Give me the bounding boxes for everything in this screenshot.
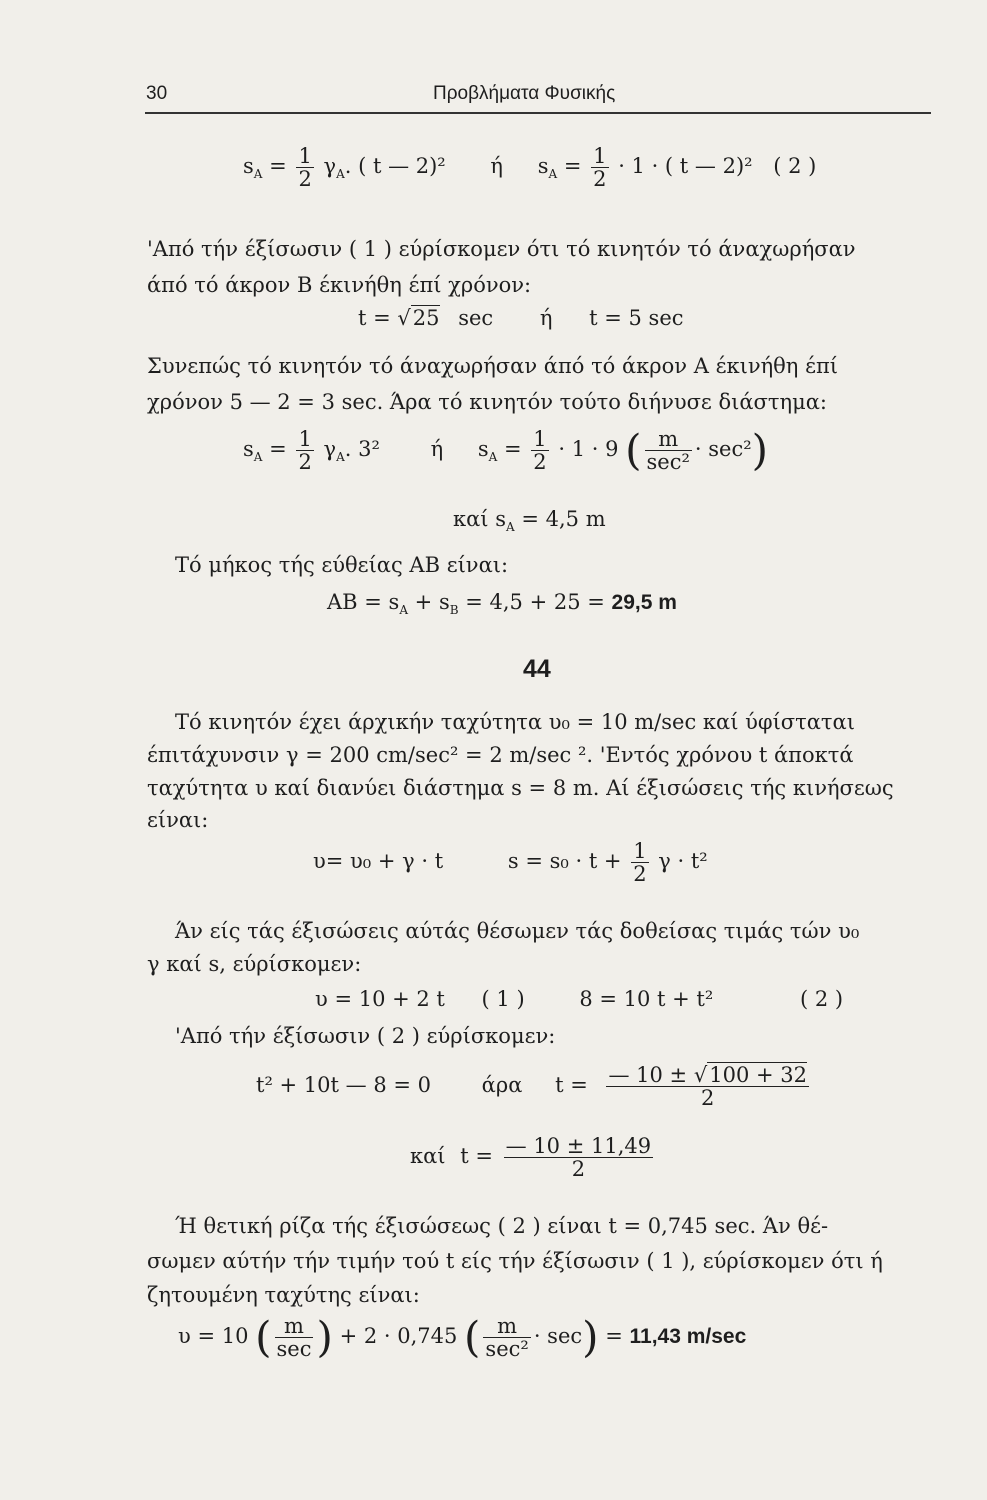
- eq-subscript: A: [488, 450, 498, 465]
- paragraph-1-line-2: άπό τό άκρον Β έκινήθη έπί χρόνον:: [147, 273, 532, 297]
- eq-subscript: A: [253, 167, 263, 182]
- eq-result: 11,43 m/sec: [629, 1325, 747, 1348]
- equation-motion: [313, 840, 708, 885]
- eq-left: υ = 10 + 2 t: [315, 987, 445, 1011]
- eq-symbol: s: [243, 437, 254, 461]
- result-fraction: [504, 1135, 653, 1180]
- frac-num: m: [497, 1314, 518, 1338]
- fraction-half: [531, 428, 548, 473]
- paren-close: ): [751, 425, 769, 475]
- unit-fraction: [483, 1315, 530, 1360]
- eq-right: s = s₀ · t +: [507, 849, 622, 873]
- eq-or: ή: [539, 306, 553, 330]
- eq-left: t² + 10t — 8 = 0: [256, 1073, 431, 1097]
- eq-text: ΑΒ = s: [327, 590, 400, 614]
- frac-den: 2: [633, 862, 647, 886]
- eq-unit: sec: [458, 306, 494, 330]
- fraction-half: [631, 840, 648, 885]
- paren-close: ): [582, 1312, 599, 1362]
- eq-subscript: A: [336, 167, 345, 182]
- paragraph-4-line-1: Τό κινητόν έχει άρχικήν ταχύτητα υ₀ = 10 m/sec καί ύφίσταται: [175, 710, 855, 734]
- paragraph-5-line-2: γ καί s, εύρίσκομεν:: [147, 952, 362, 976]
- fraction-half: [296, 428, 313, 473]
- quadratic-fraction: [606, 1064, 809, 1109]
- equation-sA: $s_A$ = $\frac{1}{2}$ $\gamma_A$. 3² ή $s_A$ = $\frac{1}{2}$ · 1 · 9 ( $\frac{m}{\text{sec²}}$ · sec²): [243, 425, 769, 475]
- equation-quadratic: [256, 1064, 812, 1109]
- eq-text: · sec: [533, 1324, 583, 1348]
- eq-subscript: A: [253, 450, 263, 465]
- frac-num: 1: [298, 427, 312, 451]
- fraction-half: [296, 145, 313, 190]
- equation-sqrt: [358, 306, 684, 330]
- paragraph-3: Τό μήκος τής εύθείας ΑΒ είναι:: [175, 553, 509, 577]
- eq-symbol: s: [477, 437, 489, 461]
- eq-text: καί s: [453, 507, 506, 531]
- paragraph-4-line-2: έπιτάχυνσιν γ = 200 cm/sec² = 2 m/sec ². 'Εντός χρόνου t άποκτά: [147, 743, 854, 767]
- frac-den: 2: [606, 1086, 809, 1109]
- frac-num: 1: [633, 839, 647, 863]
- eq-rest: · 1 · 9: [558, 437, 619, 461]
- paren-open: (: [255, 1312, 272, 1362]
- paragraph-5-line-1: Άν είς τάς έξισώσεις αύτάς θέσωμεν τάς δοθείσας τιμάς τών υ₀: [175, 919, 860, 943]
- sqrt-radicand: 25: [412, 306, 440, 330]
- eq-or: ή: [430, 437, 444, 461]
- eq-rest: . 3²: [344, 437, 380, 461]
- frac-num: 1: [533, 427, 547, 451]
- frac-den: 2: [533, 450, 547, 474]
- paren-close: ): [316, 1312, 333, 1362]
- unit-fraction: [645, 428, 692, 473]
- frac-num: 1: [593, 144, 607, 168]
- frac-den: sec²: [646, 450, 690, 474]
- eq-equals: =: [563, 154, 582, 178]
- equation-sA-result: [453, 507, 606, 534]
- paren-open: (: [464, 1312, 481, 1362]
- paragraph-7-line-3: ζητουμένη ταχύτης είναι:: [147, 1283, 420, 1307]
- eq-text: + 2 · 0,745: [339, 1324, 458, 1348]
- eq-text: υ = 10: [178, 1324, 249, 1348]
- paragraph-2-line-1: Συνεπώς τό κινητόν τό άναχωρήσαν άπό τό άκρον Α έκινήθη έπί: [147, 354, 838, 378]
- equation-quadratic-2: [410, 1135, 656, 1180]
- eq-text: + s: [408, 590, 450, 614]
- equation-AB: $AB = s_A + s_B = 4,5 + 25 = 29,5$ m: [327, 590, 677, 618]
- frac-den: sec²: [485, 1337, 529, 1361]
- paragraph-4-line-3: ταχύτητα υ καί διανύει διάστημα s = 8 m. Αί έξισώσεις τής κινήσεως: [147, 776, 894, 800]
- paragraph-4-line-4: είναι:: [147, 808, 209, 832]
- paragraph-7-line-1: Ή θετική ρίζα τής έξισώσεως ( 2 ) είναι t = 0,745 sec. Άν θέ-: [175, 1214, 829, 1238]
- frac-num: — 10 ± √: [608, 1063, 708, 1087]
- sqrt-radicand: 100 + 32: [709, 1063, 807, 1087]
- section-number: 44: [523, 655, 551, 683]
- eq-right: γ · t²: [658, 849, 708, 873]
- eq-or: ή: [490, 154, 503, 178]
- eq-symbol: s: [537, 154, 549, 178]
- header-rule: [145, 112, 931, 114]
- eq-t: t =: [460, 1144, 493, 1168]
- fraction-half: [591, 145, 608, 190]
- eq-label: ( 2 ): [799, 987, 844, 1011]
- eq-word: καί: [410, 1144, 446, 1168]
- equation-top: [243, 145, 816, 190]
- eq-text: = 4,5 + 25 =: [458, 590, 612, 614]
- frac-num: m: [284, 1314, 304, 1338]
- paragraph-7-line-2: σωμεν αύτήν τήν τιμήν τού t είς τήν έξίσωσιν ( 1 ), εύρίσκομεν ότι ή: [147, 1249, 883, 1273]
- frac-num: m: [658, 427, 679, 451]
- eq-gamma: γ: [323, 437, 337, 461]
- eq-word: άρα: [481, 1073, 523, 1097]
- frac-num: 1: [298, 144, 312, 168]
- equation-system: [315, 987, 843, 1011]
- eq-rhs: t = 5 sec: [589, 306, 684, 330]
- eq-t: t =: [555, 1073, 588, 1097]
- eq-subscript: A: [336, 450, 345, 465]
- unit-fraction: [275, 1315, 314, 1360]
- frac-den: 2: [504, 1157, 653, 1180]
- eq-symbol: s: [243, 154, 254, 178]
- page-number: 30: [146, 83, 168, 104]
- eq-rest: . ( t — 2)²: [344, 154, 446, 178]
- running-title: Προβλήματα Φυσικής: [433, 83, 616, 104]
- eq-gamma: γ: [323, 154, 337, 178]
- eq-text: = 4,5 m: [514, 507, 606, 531]
- eq-rest: · sec²: [694, 437, 752, 461]
- frac-den: 2: [593, 167, 607, 191]
- eq-subscript: A: [506, 520, 515, 535]
- eq-label: ( 1 ): [481, 987, 525, 1011]
- eq-lhs: t = √: [358, 306, 411, 330]
- eq-rest: · 1 · ( t — 2)²: [618, 154, 753, 178]
- eq-equals: =: [269, 154, 287, 178]
- frac-den: 2: [298, 450, 312, 474]
- eq-label: ( 2 ): [773, 154, 817, 178]
- eq-left: υ= υ₀ + γ · t: [313, 849, 444, 873]
- frac-den: 2: [298, 167, 312, 191]
- eq-result: 29,5 m: [611, 591, 677, 614]
- equation-final: [178, 1312, 747, 1362]
- frac-num: — 10 ± 11,49: [505, 1134, 652, 1158]
- eq-right: 8 = 10 t + t²: [579, 987, 714, 1011]
- frac-den: sec: [276, 1337, 312, 1361]
- paragraph-2-line-2: χρόνον 5 — 2 = 3 sec. Άρα τό κινητόν τούτο διήνυσε διάστημα:: [147, 390, 827, 414]
- paren-open: (: [625, 425, 642, 475]
- eq-equals: =: [605, 1324, 623, 1348]
- paragraph-6: 'Από τήν έξίσωσιν ( 2 ) εύρίσκομεν:: [175, 1024, 556, 1048]
- eq-subscript: A: [548, 167, 558, 182]
- paragraph-1-line-1: 'Από τήν έξίσωσιν ( 1 ) εύρίσκομεν ότι τό κινητόν τό άναχωρήσαν: [147, 237, 856, 261]
